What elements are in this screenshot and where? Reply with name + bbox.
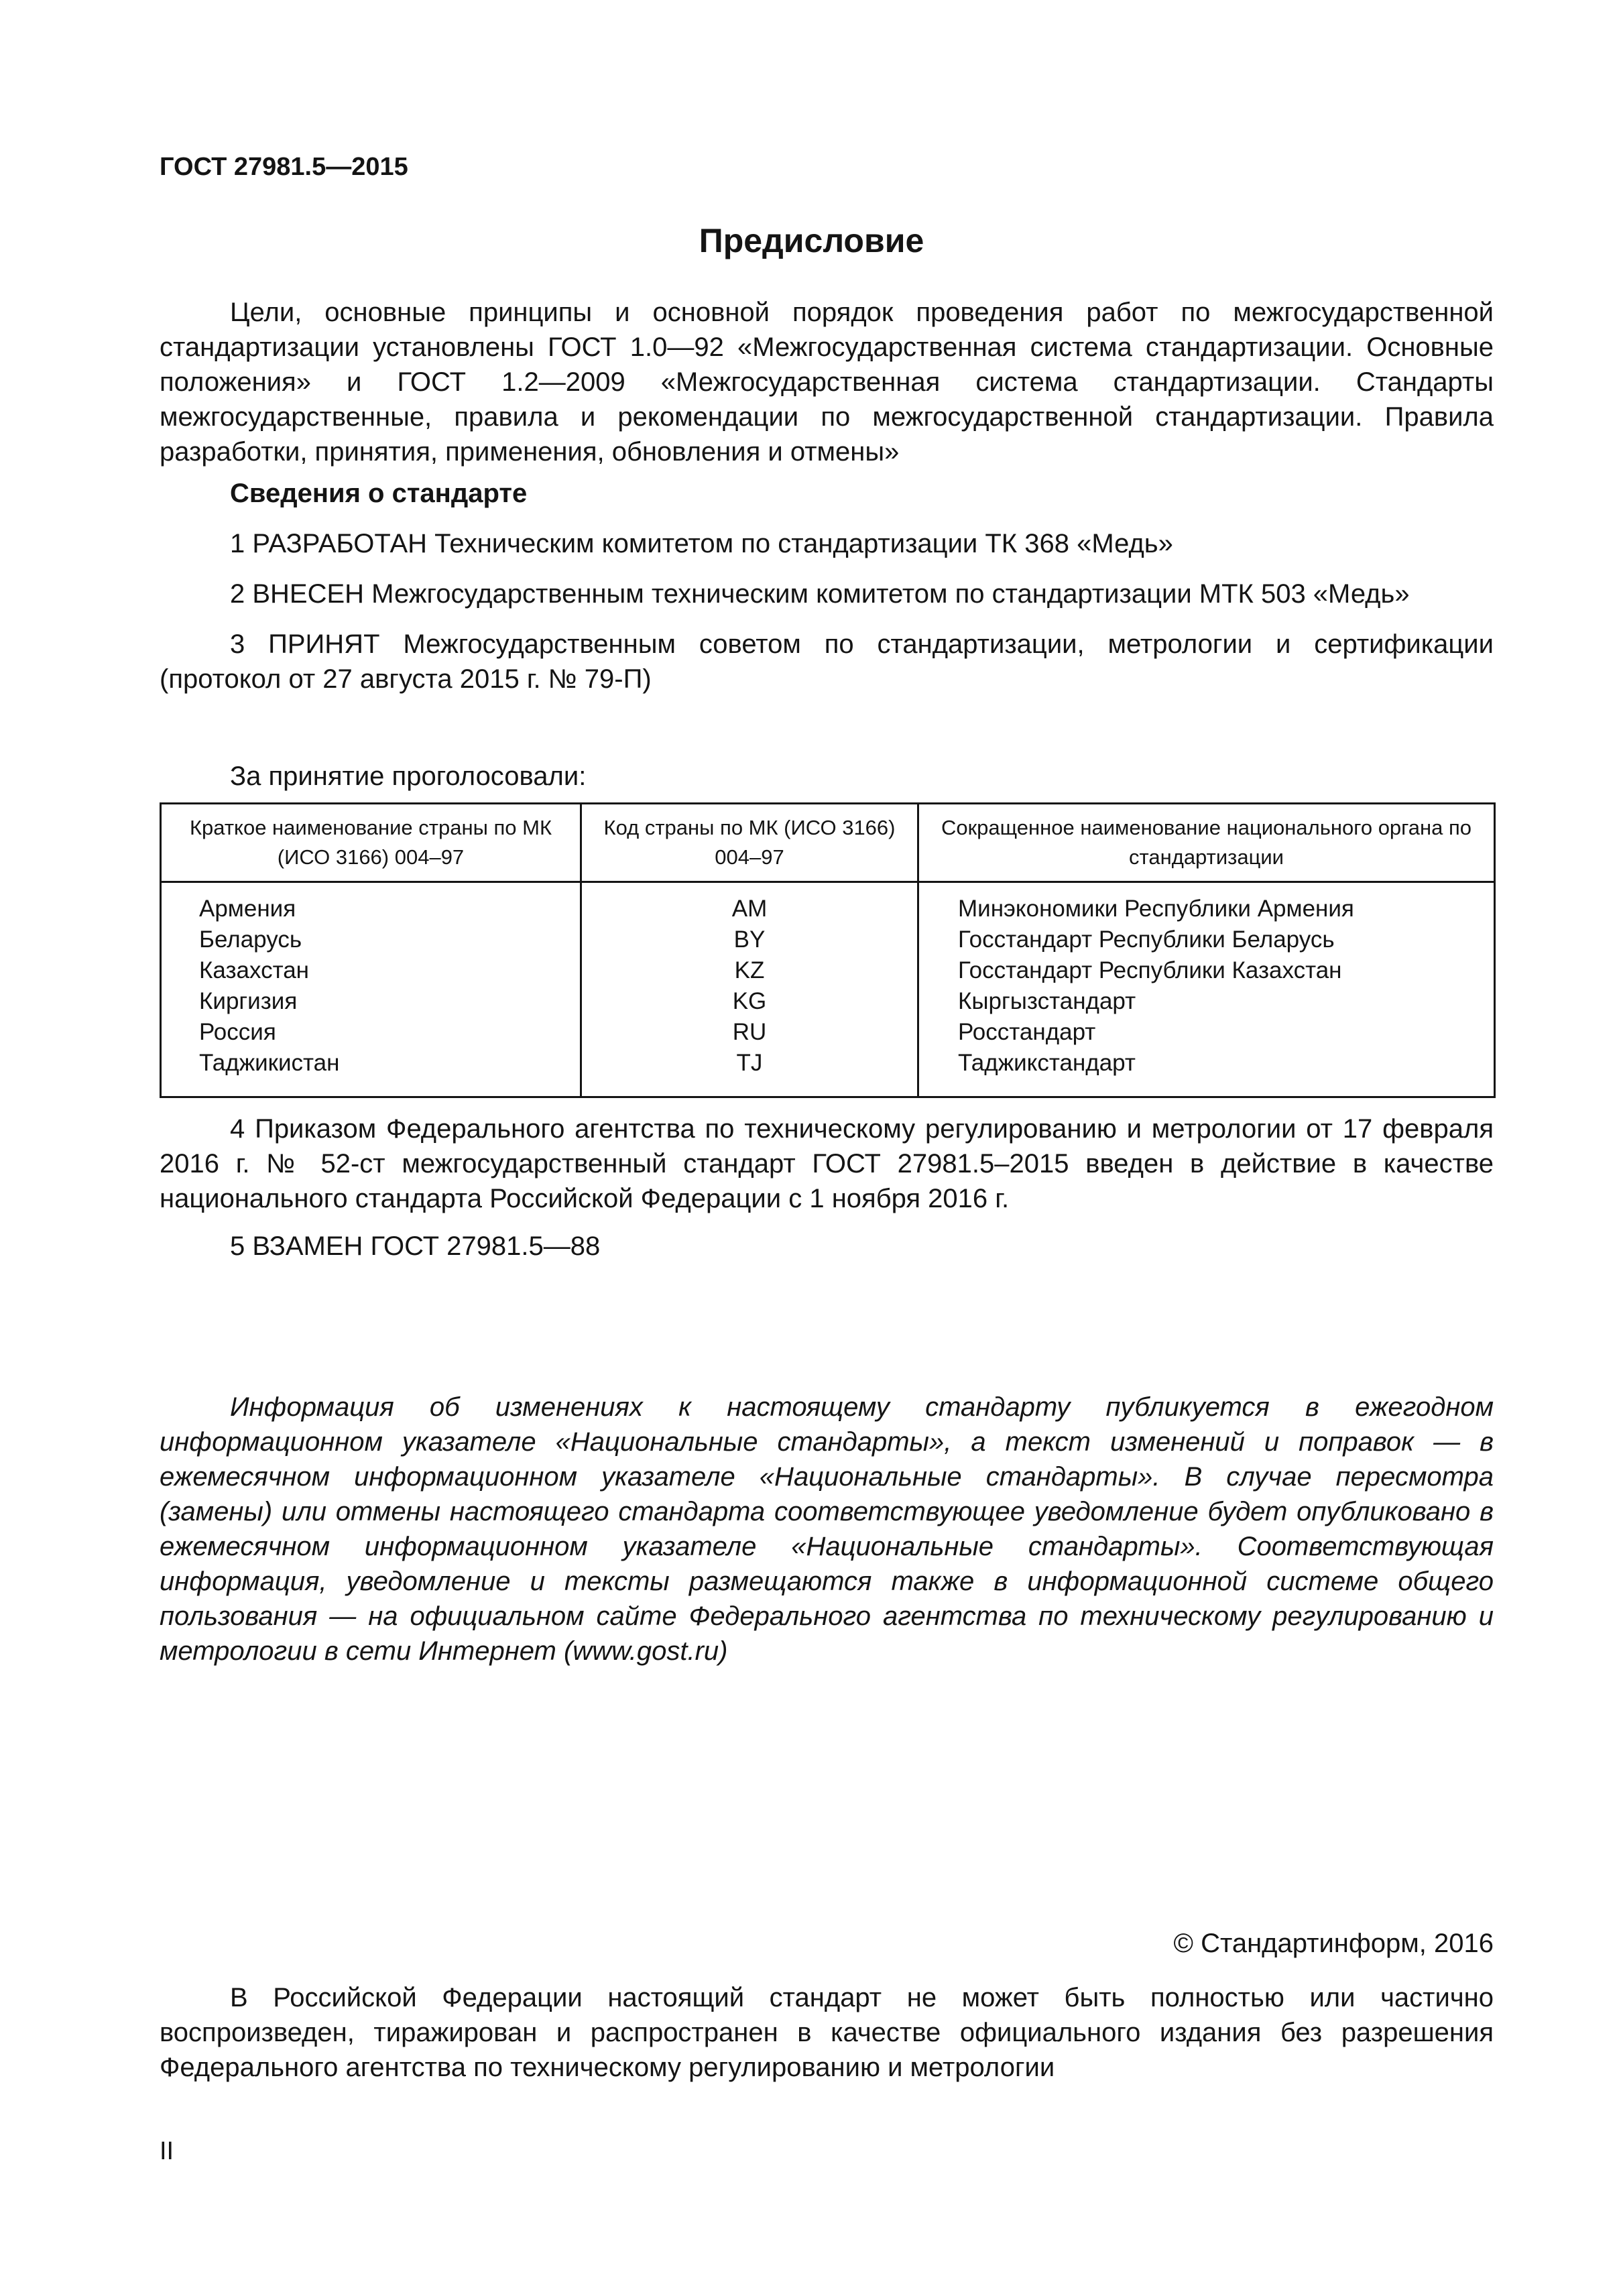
item-4 bbox=[160, 1111, 1494, 1216]
header-country-name: Краткое наименование страны по МК (ИСО 3166) 004–97 bbox=[161, 804, 581, 882]
table-cell: Госстандарт Республики Беларусь bbox=[958, 926, 1335, 953]
voting-table bbox=[160, 802, 1496, 1098]
table-cell: Россия bbox=[199, 1019, 276, 1045]
item-3-text: 3 ПРИНЯТ Межгосударственным советом по стандартизации, метрологии и сертификации (протокол от 27 августа 2015 г. № 79-П) bbox=[160, 629, 1494, 694]
page-number: II bbox=[160, 2137, 174, 2165]
document-id: ГОСТ 27981.5—2015 bbox=[160, 153, 408, 181]
item-1: 1 РАЗРАБОТАН Техническим комитетом по стандартизации ТК 368 «Медь» bbox=[230, 529, 1173, 558]
item-5: 5 ВЗАМЕН ГОСТ 27981.5—88 bbox=[230, 1231, 601, 1261]
table-cell: Армения bbox=[199, 896, 296, 922]
table-body-row bbox=[161, 882, 1495, 1097]
header-national-body: Сокращенное наименование национального органа по стандартизации bbox=[918, 804, 1495, 882]
rights-notice bbox=[160, 1980, 1494, 2085]
table-cell: Таджикистан bbox=[199, 1050, 340, 1076]
standard-info-heading: Сведения о стандарте bbox=[230, 479, 528, 508]
national-bodies-column bbox=[918, 882, 1495, 1097]
table-cell: RU bbox=[732, 1019, 767, 1045]
header-country-code: Код страны по МК (ИСО 3166) 004–97 bbox=[581, 804, 918, 882]
table-cell: BY bbox=[733, 926, 766, 953]
rights-notice-text: В Российской Федерации настоящий стандарт не может быть полностью или частично воспроизведен, тиражирован и распространен в качестве официального издания без разрешения Федерального агентства по техническому регулированию и метрологии bbox=[160, 1983, 1494, 2082]
intro-text: Цели, основные принципы и основной порядок проведения работ по межгосударственной стандартизации установлены ГОСТ 1.0—92 «Межгосударственная система стандартизации. Основные положения» и ГОСТ 1.2—2009 «Межгосударственная система стандартизации. Стандарты межгосударственные, правила и рекомендации по межгосударственной стандартизации. Правила разработки, принятия, применения, обновления и отмены» bbox=[160, 298, 1494, 467]
table-cell: TJ bbox=[736, 1050, 763, 1076]
country-names-column bbox=[161, 882, 581, 1097]
amendments-notice-text: Информация об изменениях к настоящему стандарту публикуется в ежегодном информационном указателе «Национальные стандарты», а текст изменений и поправок — в ежемесячном информационном указателе «Национальные стандарты». В случае пересмотра (замены) или отмены настоящего стандарта соответствующее уведомление будет опубликовано в ежемесячном информационном указателе «Национальные стандарты». Соответствующая информация, уведомление и тексты размещаются также в информационной системе общего пользования — на официальном сайте Федерального агентства по техническому регулированию и метрологии в сети Интернет (www.gost.ru) bbox=[160, 1392, 1494, 1666]
table-cell: Казахстан bbox=[199, 957, 310, 983]
table-cell: AM bbox=[731, 896, 768, 922]
amendments-notice bbox=[160, 1390, 1494, 1669]
intro-paragraph bbox=[160, 295, 1494, 469]
table-cell: Таджикстандарт bbox=[958, 1050, 1136, 1076]
table-header-row bbox=[161, 804, 1495, 882]
item-3 bbox=[160, 627, 1494, 697]
table-cell: Кыргызстандарт bbox=[958, 988, 1136, 1014]
copyright: © Стандартинформ, 2016 bbox=[1173, 1929, 1494, 1958]
country-codes-column bbox=[581, 882, 918, 1097]
table-cell: Росстандарт bbox=[958, 1019, 1096, 1045]
vote-caption: За принятие проголосовали: bbox=[230, 762, 587, 791]
table-cell: KZ bbox=[734, 957, 765, 983]
table-cell: Госстандарт Республики Казахстан bbox=[958, 957, 1342, 983]
table-cell: Беларусь bbox=[199, 926, 302, 953]
page-title: Предисловие bbox=[699, 222, 924, 259]
table-cell: Киргизия bbox=[199, 988, 298, 1014]
item-4-text: 4 Приказом Федерального агентства по техническому регулированию и метрологии от 17 февраля 2016 г. № 52-ст межгосударственный стандарт ГОСТ 27981.5–2015 введен в действие в качестве национального стандарта Российской Федерации с 1 ноября 2016 г. bbox=[160, 1114, 1494, 1213]
table-cell: KG bbox=[732, 988, 767, 1014]
item-2: 2 ВНЕСЕН Межгосударственным техническим комитетом по стандартизации МТК 503 «Медь» bbox=[230, 579, 1410, 609]
table-cell: Минэкономики Республики Армения bbox=[958, 896, 1354, 922]
